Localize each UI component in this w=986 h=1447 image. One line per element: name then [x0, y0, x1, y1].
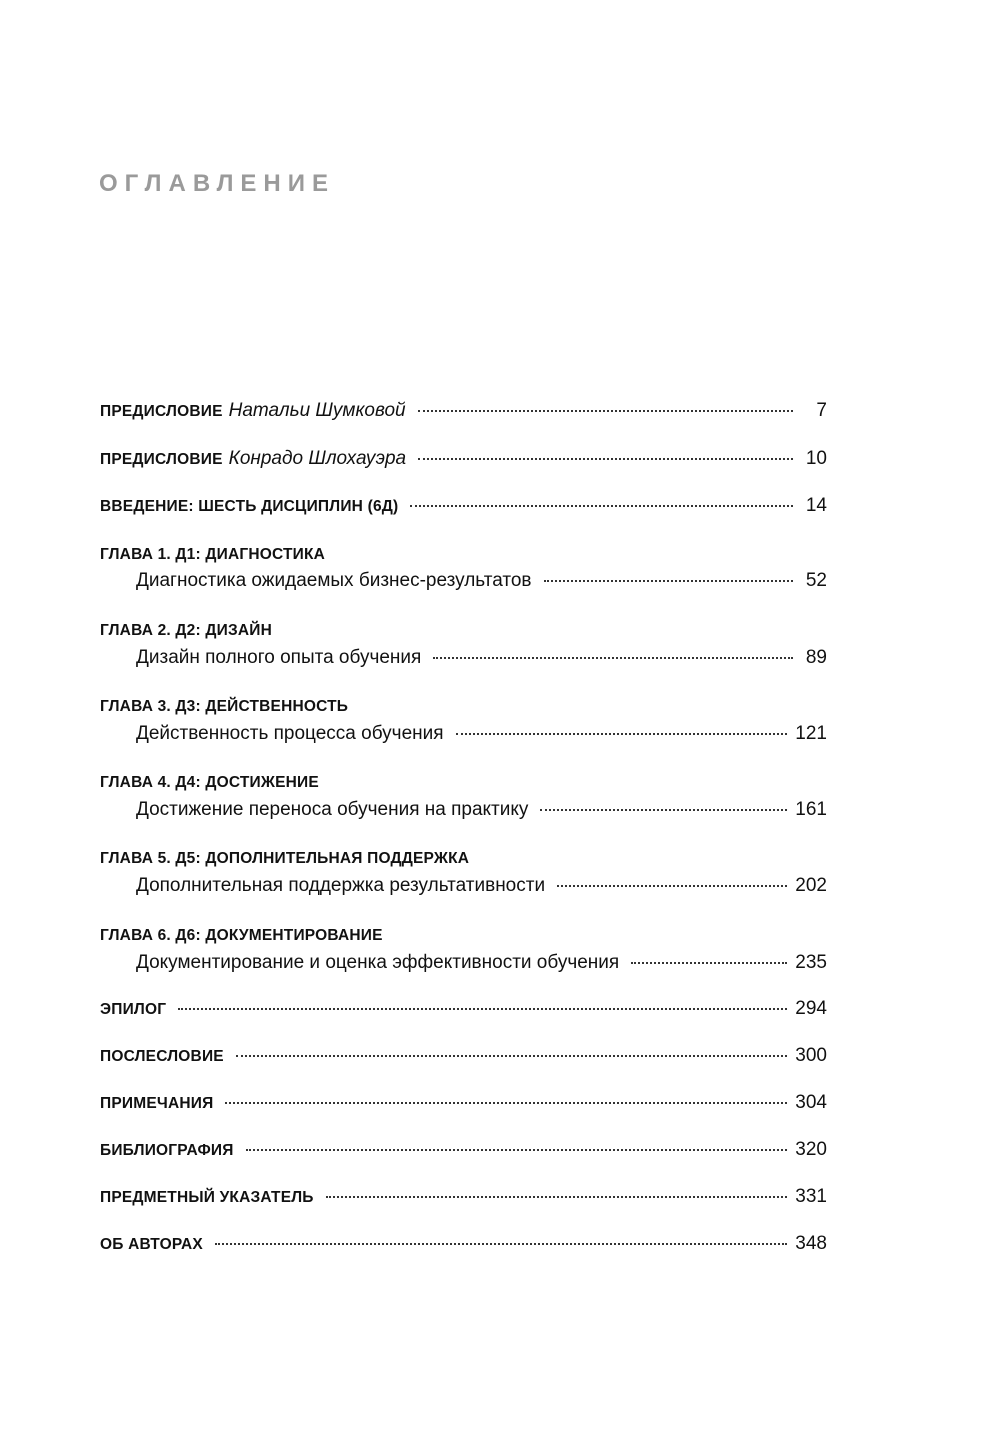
toc-entry-label: ПРЕДМЕТНЫЙ УКАЗАТЕЛЬ	[100, 1189, 314, 1206]
dot-leader	[540, 809, 787, 811]
toc-page-number: 331	[795, 1186, 827, 1207]
toc-page-number: 161	[795, 799, 827, 820]
dot-leader	[433, 657, 793, 659]
chapter-subtitle: Диагностика ожидаемых бизнес-результатов	[136, 570, 532, 591]
toc-page-number: 89	[805, 647, 827, 668]
toc-entry-subject-index[interactable]	[100, 1186, 827, 1212]
toc-entry-chapter-2[interactable]	[100, 647, 827, 673]
toc-entry-chapter-5[interactable]	[100, 875, 827, 901]
chapter-subtitle: Достижение переноса обучения на практику	[136, 799, 529, 820]
chapter-heading-1: ГЛАВА 1. Д1: ДИАГНОСТИКА	[100, 546, 326, 563]
toc-entry-introduction[interactable]	[100, 495, 827, 521]
chapter-heading-6: ГЛАВА 6. Д6: ДОКУМЕНТИРОВАНИЕ	[100, 927, 383, 944]
toc-entry-foreword-1[interactable]	[100, 400, 827, 426]
toc-entry-label: ОБ АВТОРАХ	[100, 1236, 203, 1253]
toc-page-number: 7	[816, 400, 827, 421]
toc-page-number: 300	[795, 1045, 827, 1066]
toc-entry-label: ПРИМЕЧАНИЯ	[100, 1095, 214, 1112]
dot-leader	[456, 733, 788, 735]
chapter-heading-4: ГЛАВА 4. Д4: ДОСТИЖЕНИЕ	[100, 774, 319, 791]
toc-entry-author: Конрадо Шлохауэра	[228, 448, 407, 469]
toc-entry-label: ПРЕДИСЛОВИЕ	[100, 451, 223, 468]
toc-entry-afterword[interactable]	[100, 1045, 827, 1071]
toc-entry-about-authors[interactable]	[100, 1233, 827, 1259]
toc-page-number: 52	[805, 570, 827, 591]
toc-entry-author: Натальи Шумковой	[228, 400, 406, 421]
chapter-heading-2: ГЛАВА 2. Д2: ДИЗАЙН	[100, 622, 272, 639]
dot-leader	[631, 962, 787, 964]
page-title: ОГЛАВЛЕНИЕ	[99, 170, 336, 197]
toc-entry-label: ЭПИЛОГ	[100, 1001, 167, 1018]
dot-leader	[178, 1008, 787, 1010]
toc-entry-label: ПРЕДИСЛОВИЕ	[100, 403, 223, 420]
dot-leader	[236, 1055, 787, 1057]
toc-entry-bibliography[interactable]	[100, 1139, 827, 1165]
toc-page-number: 14	[805, 495, 827, 516]
chapter-subtitle: Дополнительная поддержка результативности	[136, 875, 546, 896]
toc-entry-chapter-3[interactable]	[100, 723, 827, 749]
toc-entry-label: БИБЛИОГРАФИЯ	[100, 1142, 234, 1159]
toc-entry-chapter-4[interactable]	[100, 799, 827, 825]
toc-page-number: 235	[795, 952, 827, 973]
dot-leader	[410, 505, 793, 507]
toc-entry-chapter-1[interactable]	[100, 570, 827, 596]
dot-leader	[326, 1196, 788, 1198]
dot-leader	[246, 1149, 788, 1151]
chapter-heading-3: ГЛАВА 3. Д3: ДЕЙСТВЕННОСТЬ	[100, 698, 349, 715]
chapter-subtitle: Документирование и оценка эффективности обучения	[136, 952, 620, 973]
dot-leader	[215, 1243, 787, 1245]
toc-page-number: 304	[795, 1092, 827, 1113]
toc-entry-label: ВВЕДЕНИЕ: ШЕСТЬ ДИСЦИПЛИН (6Д)	[100, 498, 399, 515]
toc-page-number: 348	[795, 1233, 827, 1254]
toc-page-number: 10	[805, 448, 827, 469]
dot-leader	[544, 580, 793, 582]
toc-page-number: 320	[795, 1139, 827, 1160]
toc-entry-notes[interactable]	[100, 1092, 827, 1118]
toc-entry-foreword-2[interactable]	[100, 448, 827, 474]
toc-page-number: 121	[795, 723, 827, 744]
toc-page-number: 294	[795, 998, 827, 1019]
toc-entry-label: ПОСЛЕСЛОВИЕ	[100, 1048, 224, 1065]
dot-leader	[225, 1102, 787, 1104]
toc-entry-chapter-6[interactable]	[100, 952, 827, 978]
chapter-heading-5: ГЛАВА 5. Д5: ДОПОЛНИТЕЛЬНАЯ ПОДДЕРЖКА	[100, 850, 470, 867]
chapter-subtitle: Действенность процесса обучения	[136, 723, 444, 744]
dot-leader	[557, 885, 787, 887]
toc-entry-epilogue[interactable]	[100, 998, 827, 1024]
chapter-subtitle: Дизайн полного опыта обучения	[136, 647, 422, 668]
dot-leader	[418, 458, 793, 460]
toc-page-number: 202	[795, 875, 827, 896]
dot-leader	[418, 410, 793, 412]
